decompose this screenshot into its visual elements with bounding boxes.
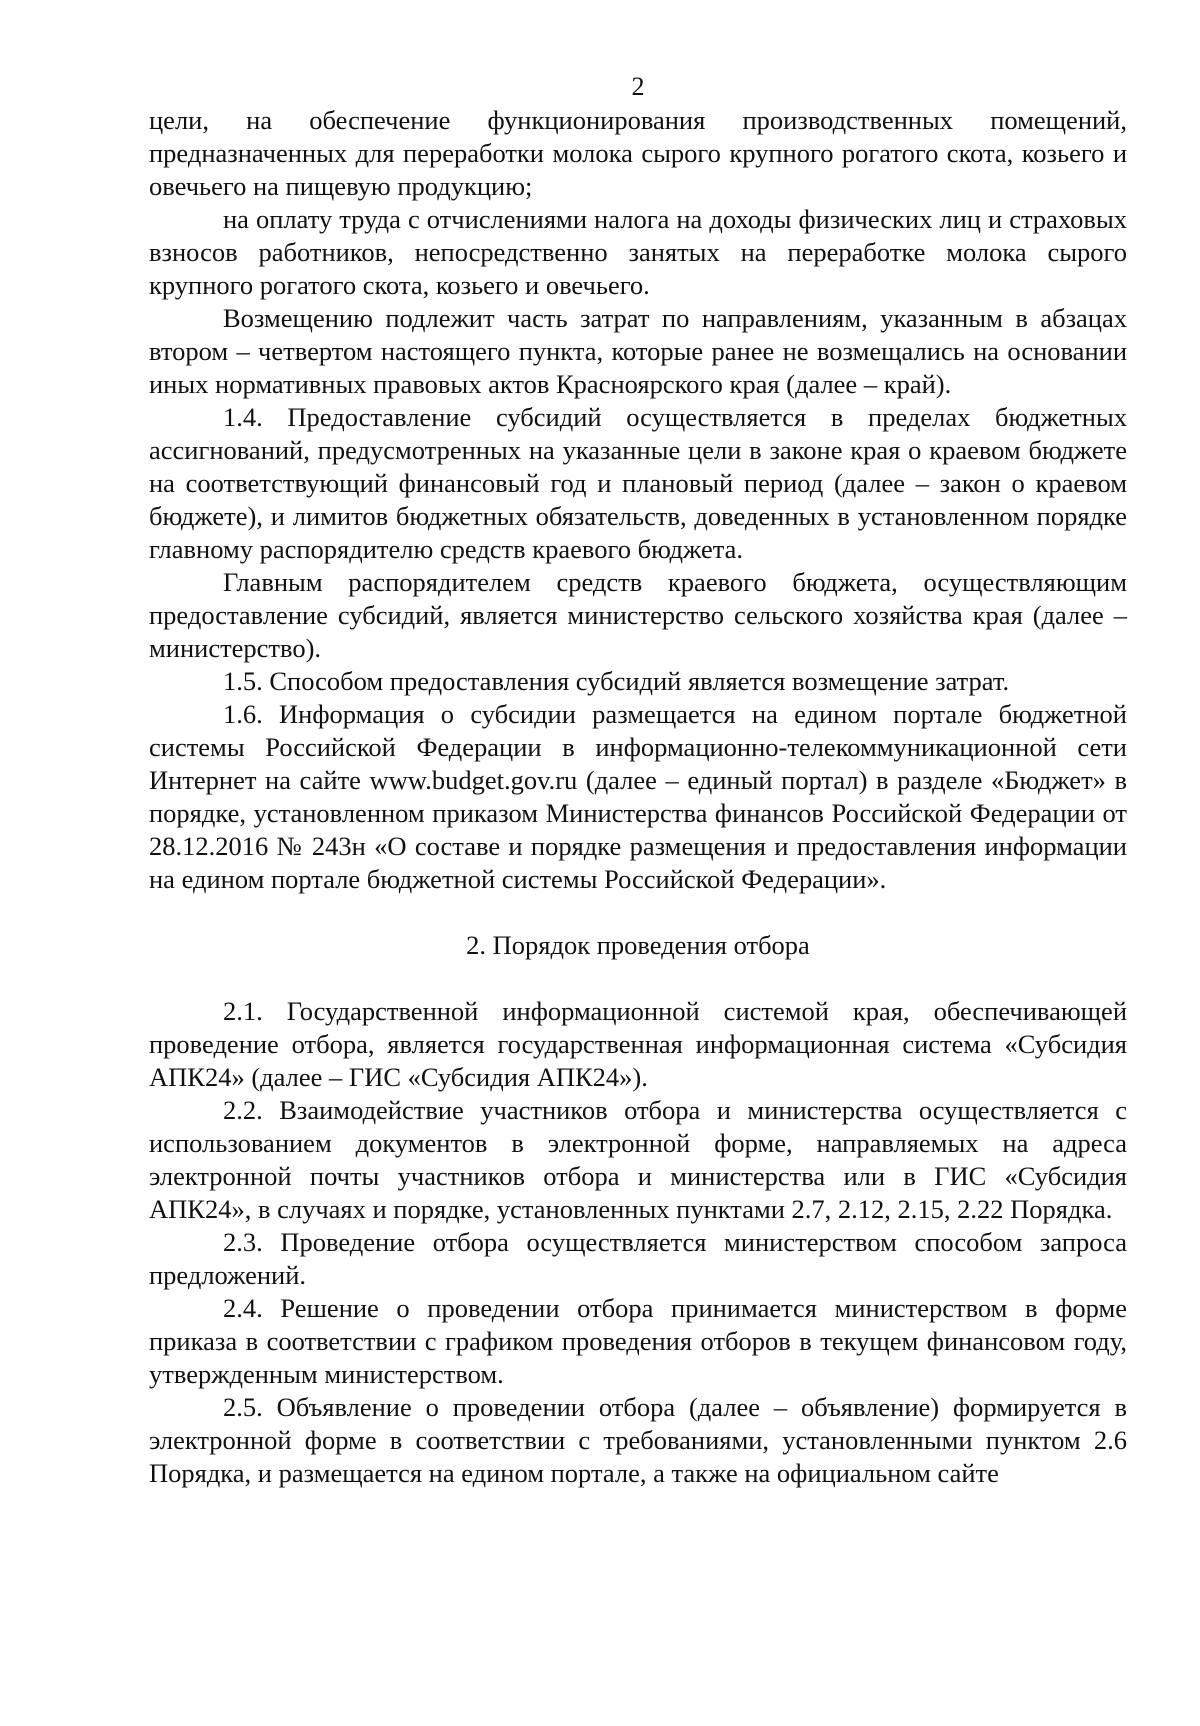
paragraph: на оплату труда с отчислениями налога на доходы физических лиц и страховых взносов работников, непосредственно занятых на переработке молока сырого крупного рогатого скота, козьего и овечьего. bbox=[149, 204, 1127, 300]
paragraph: 1.4. Предоставление субсидий осуществляется в пределах бюджетных ассигнований, предусмотренных на указанные цели в законе края о краевом бюджете на соответствующий финансовый год и плановый период (далее – закон о краевом бюджете), и лимитов бюджетных обязательств, доведенных в установленном порядке главному распорядителю средств краевого бюджета. bbox=[149, 402, 1127, 564]
paragraph: 2.2. Взаимодействие участников отбора и министерства осуществляется с использованием документов в электронной форме, направляемых на адреса электронной почты участников отбора и министерства или в ГИС «Субсидия АПК24», в случаях и порядке, установленных пунктами 2.7, 2.12, 2.15, 2.22 Порядка. bbox=[149, 1095, 1127, 1224]
section-1-continuation bbox=[149, 104, 1127, 896]
paragraph: 1.5. Способом предоставления субсидий является возмещение затрат. bbox=[223, 666, 1010, 696]
page-number: 2 bbox=[631, 72, 645, 101]
paragraph: Возмещению подлежит часть затрат по направлениям, указанным в абзацах втором – четвертом настоящего пункта, которые ранее не возмещались на основании иных нормативных правовых актов Красноярского края (далее – край). bbox=[149, 303, 1127, 399]
section-2-body bbox=[149, 995, 1127, 1490]
paragraph: 2.5. Объявление о проведении отбора (далее – объявление) формируется в электронной форме в соответствии с требованиями, установленными пунктом 2.6 Порядка, и размещается на едином портале, а также на официальном сайте bbox=[149, 1392, 1127, 1488]
paragraph: 2.4. Решение о проведении отбора принимается министерством в форме приказа в соответствии с графиком проведения отборов в текущем финансовом году, утвержденным министерством. bbox=[149, 1293, 1127, 1389]
paragraph: 2.1. Государственной информационной системой края, обеспечивающей проведение отбора, является государственная информационная система «Субсидия АПК24» (далее – ГИС «Субсидия АПК24»). bbox=[149, 996, 1127, 1092]
paragraph: цели, на обеспечение функционирования производственных помещений, предназначенных для переработки молока сырого крупного рогатого скота, козьего и овечьего на пищевую продукцию; bbox=[149, 105, 1127, 201]
paragraph: Главным распорядителем средств краевого бюджета, осуществляющим предоставление субсидий, является министерство сельского хозяйства края (далее – министерство). bbox=[149, 567, 1127, 663]
paragraph: 2.3. Проведение отбора осуществляется министерством способом запроса предложений. bbox=[149, 1227, 1127, 1290]
section-heading: 2. Порядок проведения отбора bbox=[466, 930, 810, 960]
paragraph: 1.6. Информация о субсидии размещается на едином портале бюджетной системы Российской Федерации в информационно-телекоммуникационной сети Интернет на сайте www.budget.gov.ru (далее – единый портал) в разделе «Бюджет» в порядке, установленном приказом Министерства финансов Российской Федерации от 28.12.2016 № 243н «О составе и порядке размещения и предоставления информации на едином портале бюджетной системы Российской Федерации». bbox=[149, 699, 1127, 894]
